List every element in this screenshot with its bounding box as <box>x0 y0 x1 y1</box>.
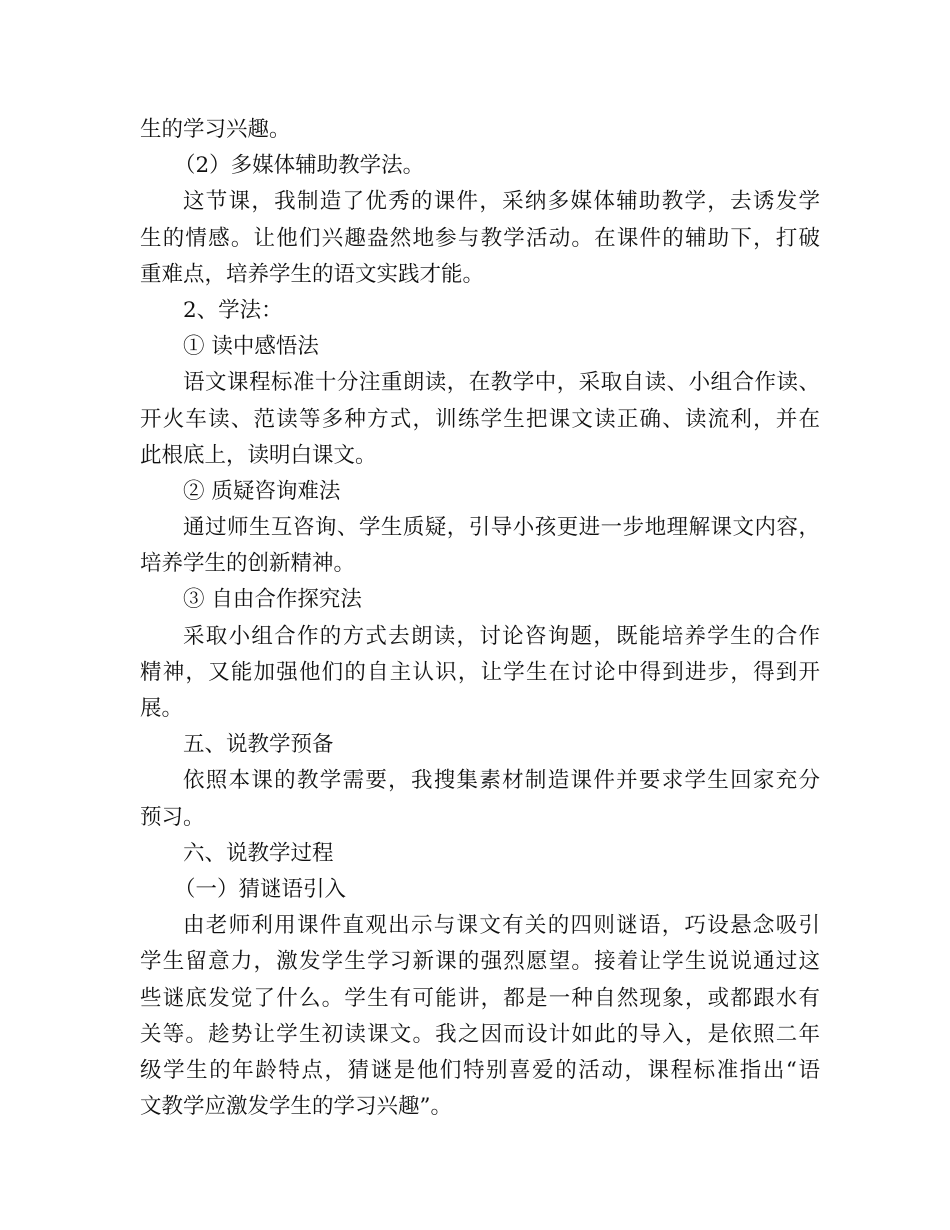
text-line: 生的学习兴趣。 <box>140 117 291 142</box>
text-line: 重难点，培养学生的语文实践才能。 <box>140 261 485 287</box>
text-line: 生的情感。让他们兴趣盎然地参与教学活动。在课件的辅助下，打破 <box>140 225 820 251</box>
text-line: 这节课，我制造了优秀的课件，采纳多媒体辅助教学，去诱发学 <box>183 189 820 215</box>
text-line: 由老师利用课件直观出示与课文有关的四则谜语，巧设悬念吸引 <box>183 913 820 939</box>
document-body <box>140 112 820 1125</box>
text-line: 预习。 <box>140 804 205 830</box>
section-heading: 五、说教学预备 <box>183 732 334 758</box>
subheading: ③ 自由合作探究法 <box>183 587 362 613</box>
text-line: 关等。趁势让学生初读课文。我之因而设计如此的导入，是依照二年 <box>140 1021 820 1047</box>
text-line: 依照本课的教学需要，我搜集素材制造课件并要求学生回家充分 <box>183 768 820 794</box>
text-line: 文教学应激发学生的学习兴趣”。 <box>140 1094 452 1120</box>
section-heading: 六、说教学过程 <box>183 840 334 866</box>
text-line: 培养学生的创新精神。 <box>140 551 356 577</box>
text-line: 开火车读、范读等多种方式，训练学生把课文读正确、读流利，并在 <box>140 406 820 432</box>
subheading: ① 读中感悟法 <box>183 334 319 360</box>
subheading: （一）猜谜语引入 <box>174 876 347 902</box>
text-line: 通过师生互咨询、学生质疑，引导小孩更进一步地理解课文内容， <box>183 515 820 541</box>
text-line: 精神，又能加强他们的自主认识，让学生在讨论中得到进步，得到开 <box>140 659 820 685</box>
subheading: 2、学法： <box>183 297 283 323</box>
text-line: 些谜底发觉了什么。学生有可能讲，都是一种自然现象，或都跟水有 <box>140 985 820 1011</box>
text-line: 展。 <box>140 696 184 721</box>
subheading: ② 质疑咨询难法 <box>183 478 341 504</box>
text-line: 级学生的年龄特点，猜谜是他们特别喜爱的活动，课程标准指出“语 <box>140 1057 820 1083</box>
subheading: （2）多媒体辅助教学法。 <box>174 153 425 179</box>
text-line: 学生留意力，激发学生学习新课的强烈愿望。接着让学生说说通过这 <box>140 949 820 975</box>
text-line: 采取小组合作的方式去朗读，讨论咨询题，既能培养学生的合作 <box>183 623 820 649</box>
text-line: 此根底上，读明白课文。 <box>140 442 377 468</box>
text-line: 语文课程标准十分注重朗读，在教学中，采取自读、小组合作读、 <box>183 370 820 396</box>
